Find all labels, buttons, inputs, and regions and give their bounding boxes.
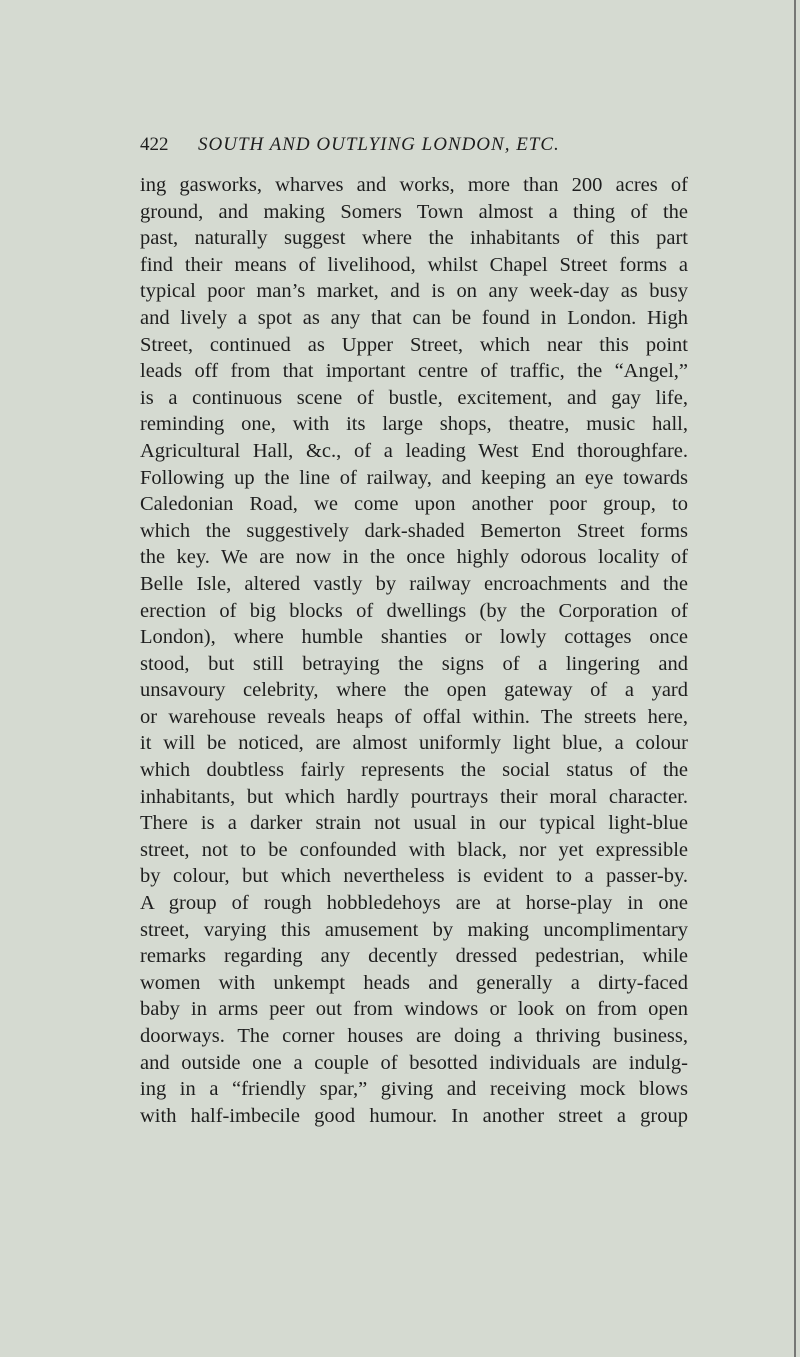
text-line: women with unkempt heads and generally a dirty-faced <box>140 971 688 994</box>
text-line: street, not to be confounded with black, nor yet expressible <box>140 838 688 861</box>
text-line: erection of big blocks of dwellings (by the Corporation of <box>140 599 688 622</box>
text-line: Following up the line of railway, and keeping an eye towards <box>140 466 688 489</box>
text-line: street, varying this amusement by making uncomplimentary <box>140 918 688 941</box>
page-header <box>140 134 688 160</box>
text-line: with half-imbecile good humour. In another street a group <box>140 1104 688 1127</box>
text-line: reminding one, with its large shops, theatre, music hall, <box>140 413 688 436</box>
text-line: remarks regarding any decently dressed pedestrian, while <box>140 945 688 968</box>
running-head: SOUTH AND OUTLYING LONDON, ETC. <box>198 134 560 155</box>
text-line: ing gasworks, wharves and works, more than 200 acres of <box>140 174 688 196</box>
text-line: typical poor man’s market, and is on any week-day as busy <box>140 280 688 303</box>
text-line: baby in arms peer out from windows or look on from open <box>140 998 688 1021</box>
text-line: Belle Isle, altered vastly by railway encroachments and the <box>140 572 688 595</box>
text-line: past, naturally suggest where the inhabitants of this part <box>140 227 688 250</box>
text-line: and lively a spot as any that can be found in London. High <box>140 306 688 329</box>
text-line: or warehouse reveals heaps of offal within. The streets here, <box>140 705 688 728</box>
body-text <box>140 172 688 1129</box>
text-line: which doubtless fairly represents the social status of the <box>140 759 688 782</box>
text-line: and outside one a couple of besotted individuals are indulg- <box>140 1051 688 1074</box>
text-line: London), where humble shanties or lowly cottages once <box>140 626 688 649</box>
text-line: unsavoury celebrity, where the open gateway of a yard <box>140 679 688 702</box>
text-line: find their means of livelihood, whilst Chapel Street forms a <box>140 253 688 276</box>
text-line: stood, but still betraying the signs of a lingering and <box>140 652 688 675</box>
text-line: ground, and making Somers Town almost a thing of the <box>140 200 688 223</box>
text-line: Caledonian Road, we come upon another poor group, to <box>140 493 688 516</box>
text-line: is a continuous scene of bustle, excitement, and gay life, <box>140 386 688 409</box>
text-line: which the suggestively dark-shaded Bemerton Street forms <box>140 519 688 542</box>
text-line: doorways. The corner houses are doing a thriving business, <box>140 1025 688 1047</box>
text-line: Street, continued as Upper Street, which near this point <box>140 333 688 356</box>
page-edge <box>794 0 796 1357</box>
text-line: leads off from that important centre of traffic, the “Angel,” <box>140 360 688 383</box>
page-number: 422 <box>140 134 169 155</box>
text-line: the key. We are now in the once highly odorous locality of <box>140 546 688 569</box>
text-line: ing in a “friendly spar,” giving and receiving mock blows <box>140 1078 688 1101</box>
text-line: inhabitants, but which hardly pourtrays their moral character. <box>140 785 688 808</box>
text-line: There is a darker strain not usual in our typical light-blue <box>140 812 688 835</box>
text-line: it will be noticed, are almost uniformly light blue, a colour <box>140 732 688 755</box>
text-line: by colour, but which nevertheless is evident to a passer-by. <box>140 865 688 888</box>
text-line: Agricultural Hall, &c., of a leading West End thoroughfare. <box>140 439 688 462</box>
text-line: A group of rough hobbledehoys are at horse-play in one <box>140 892 688 915</box>
